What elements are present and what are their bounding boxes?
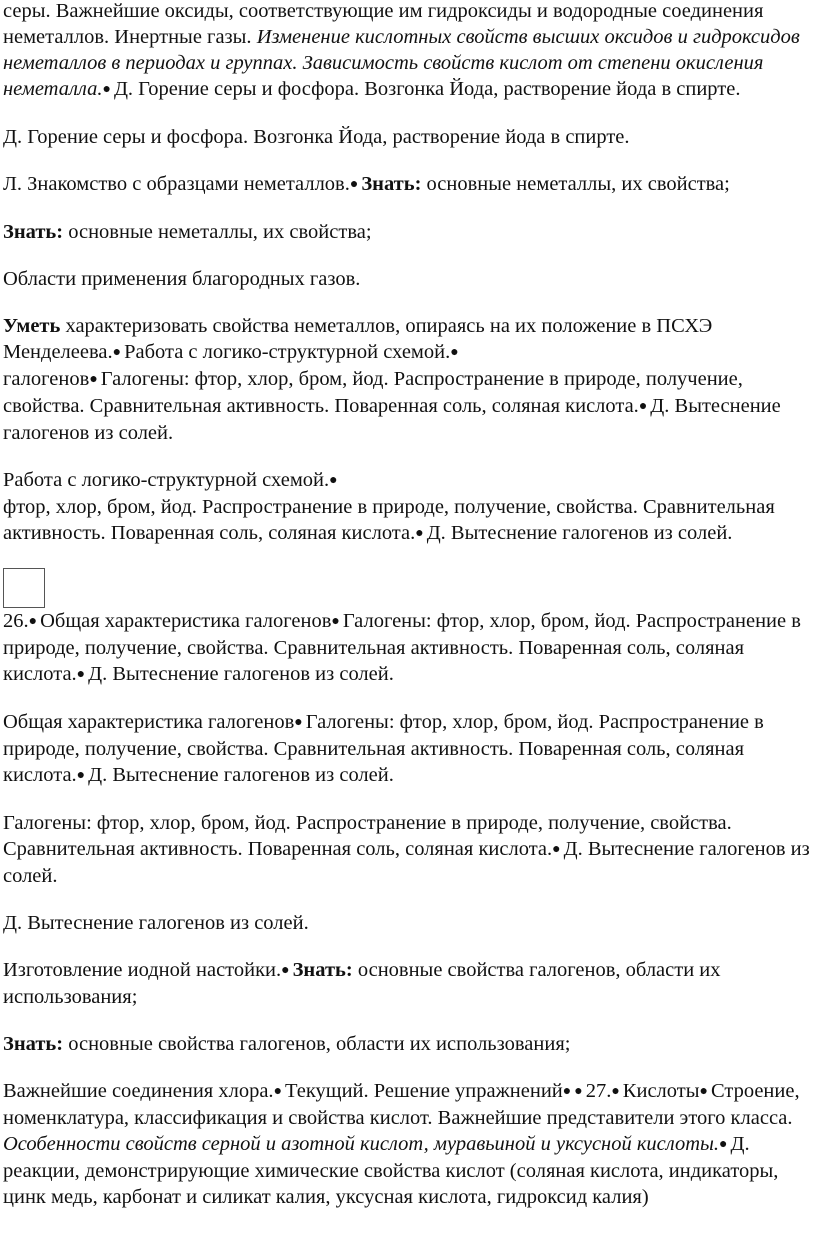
paragraph-14 xyxy=(3,1078,812,1210)
text: основные неметаллы, их свойства; xyxy=(421,173,730,195)
text: фтор, хлор, бром, йод. Распространение в природе, получение, свойства. Сравнительная активность. Поваренная соль, соляная кислота. xyxy=(3,496,775,544)
text: Д. Вытеснение галогенов из солей. xyxy=(3,912,309,934)
text: Важнейшие соединения хлора. xyxy=(3,1080,274,1102)
empty-cell-box xyxy=(3,568,45,608)
bullet-icon: ● xyxy=(638,399,648,414)
bullet-icon: ● xyxy=(76,667,86,682)
paragraph-1 xyxy=(3,0,812,103)
bold-label: Знать: xyxy=(3,1033,64,1055)
bullet-icon: ● xyxy=(89,372,98,387)
bullet-icon: ● xyxy=(329,473,338,488)
text: Галогены: фтор, хлор, бром, йод. Распространение в природе, получение, свойства. Сравнительная активность. Поваренная соль, соляная кислота. xyxy=(3,711,764,786)
bullet-icon: ● xyxy=(294,715,303,730)
text: Д. Вытеснение галогенов из солей. xyxy=(3,395,781,444)
text: Л. Знакомство с образцами неметаллов. xyxy=(3,173,350,195)
text: Общая характеристика галогенов xyxy=(3,711,295,733)
italic-text: Изменение кислотных свойств высших оксидов и гидроксидов неметаллов в периодах и группах. Зависимость свойств кислот от степени окисления неметалла. xyxy=(3,26,800,100)
text: Кислоты xyxy=(622,1080,700,1102)
bullet-icon: ● xyxy=(331,614,340,629)
text: основные свойства галогенов, области их использования; xyxy=(63,1033,571,1055)
italic-text: Особенности свойств серной и азотной кислот, муравьиной и уксусной кислоты. xyxy=(3,1133,720,1155)
bold-label: Уметь xyxy=(3,315,61,337)
text: Галогены: фтор, хлор, бром, йод. Распространение в природе, получение, свойства. Сравнительная активность. Поваренная соль, соляная кислота. xyxy=(3,812,732,860)
text: Области применения благородных газов. xyxy=(3,268,361,290)
paragraph-9 xyxy=(3,709,812,789)
bullet-icon: ● xyxy=(562,1084,572,1099)
bold-label: Знать: xyxy=(292,959,353,981)
paragraph-3 xyxy=(3,171,812,198)
text: Д. Горение серы и фосфора. Возгонка Йода, растворение йода в спирте. xyxy=(3,126,630,148)
text: 27. xyxy=(585,1080,612,1102)
bold-label: Знать: xyxy=(361,173,422,195)
bullet-icon: ● xyxy=(281,963,290,978)
paragraph-5 xyxy=(3,266,812,292)
text: 26. xyxy=(3,610,29,632)
paragraph-10 xyxy=(3,810,812,889)
text: Текущий. Решение упражнений xyxy=(285,1080,563,1102)
bullet-icon: ● xyxy=(273,1084,283,1099)
bullet-icon: ● xyxy=(450,345,459,360)
text: Изготовление иодной настойки. xyxy=(3,959,282,981)
paragraph-8 xyxy=(3,608,812,688)
bullet-icon: ● xyxy=(574,1084,583,1099)
text: Д. реакции, демонстрирующие химические свойства кислот (соляная кислота, индикаторы, цинк медь, карбонат и силикат калия, уксусная кислота, гидроксид калия) xyxy=(3,1133,779,1208)
bullet-icon: ● xyxy=(349,177,359,192)
text: галогенов xyxy=(3,368,90,390)
text: Галогены: фтор, хлор, бром, йод. Распространение в природе, получение, свойства. Сравнительная активность. Поваренная соль, соляная кислота. xyxy=(3,368,743,417)
text: Д. Вытеснение галогенов из солей. xyxy=(3,838,810,887)
bullet-icon: ● xyxy=(611,1084,620,1099)
text: Работа с логико-структурной схемой. xyxy=(124,341,451,363)
bullet-icon: ● xyxy=(415,526,424,541)
text: Д. Вытеснение галогенов из солей. xyxy=(88,663,394,685)
bullet-icon: ● xyxy=(719,1137,728,1152)
text: характеризовать свойства неметаллов, опираясь на их положение в ПСХЭ Менделеева. xyxy=(3,315,713,363)
paragraph-12 xyxy=(3,957,812,1010)
paragraph-7 xyxy=(3,467,812,547)
bullet-icon: ● xyxy=(76,768,86,783)
paragraph-13 xyxy=(3,1031,812,1057)
paragraph-2 xyxy=(3,124,812,150)
text: Общая характеристика галогенов xyxy=(40,610,332,632)
text: основные свойства галогенов, области их использования; xyxy=(3,959,721,1008)
bullet-icon: ● xyxy=(552,842,561,857)
text: Д. Горение серы и фосфора. Возгонка Йода, растворение йода в спирте. xyxy=(113,78,741,100)
bullet-icon: ● xyxy=(112,345,122,360)
paragraph-4 xyxy=(3,219,812,245)
bold-label: Знать: xyxy=(3,221,64,243)
text: Строение, номенклатура, классификация и свойства кислот. Важнейшие представители этого класса. xyxy=(3,1080,800,1129)
text: Д. Вытеснение галогенов из солей. xyxy=(426,522,733,544)
paragraph-6 xyxy=(3,313,812,446)
bullet-icon: ● xyxy=(102,82,111,97)
paragraph-11 xyxy=(3,910,812,936)
text: серы. Важнейшие оксиды, соответствующие им гидроксиды и водородные соединения неметаллов. Инертные газы. xyxy=(3,0,764,48)
text: Д. Вытеснение галогенов из солей. xyxy=(88,764,394,786)
text: основные неметаллы, их свойства; xyxy=(63,221,372,243)
text: Работа с логико-структурной схемой. xyxy=(3,469,330,491)
text: Галогены: фтор, хлор, бром, йод. Распространение в природе, получение, свойства. Сравнительная активность. Поваренная соль, соляная кислота. xyxy=(3,610,801,685)
bullet-icon: ● xyxy=(28,614,38,629)
bullet-icon: ● xyxy=(699,1084,708,1099)
